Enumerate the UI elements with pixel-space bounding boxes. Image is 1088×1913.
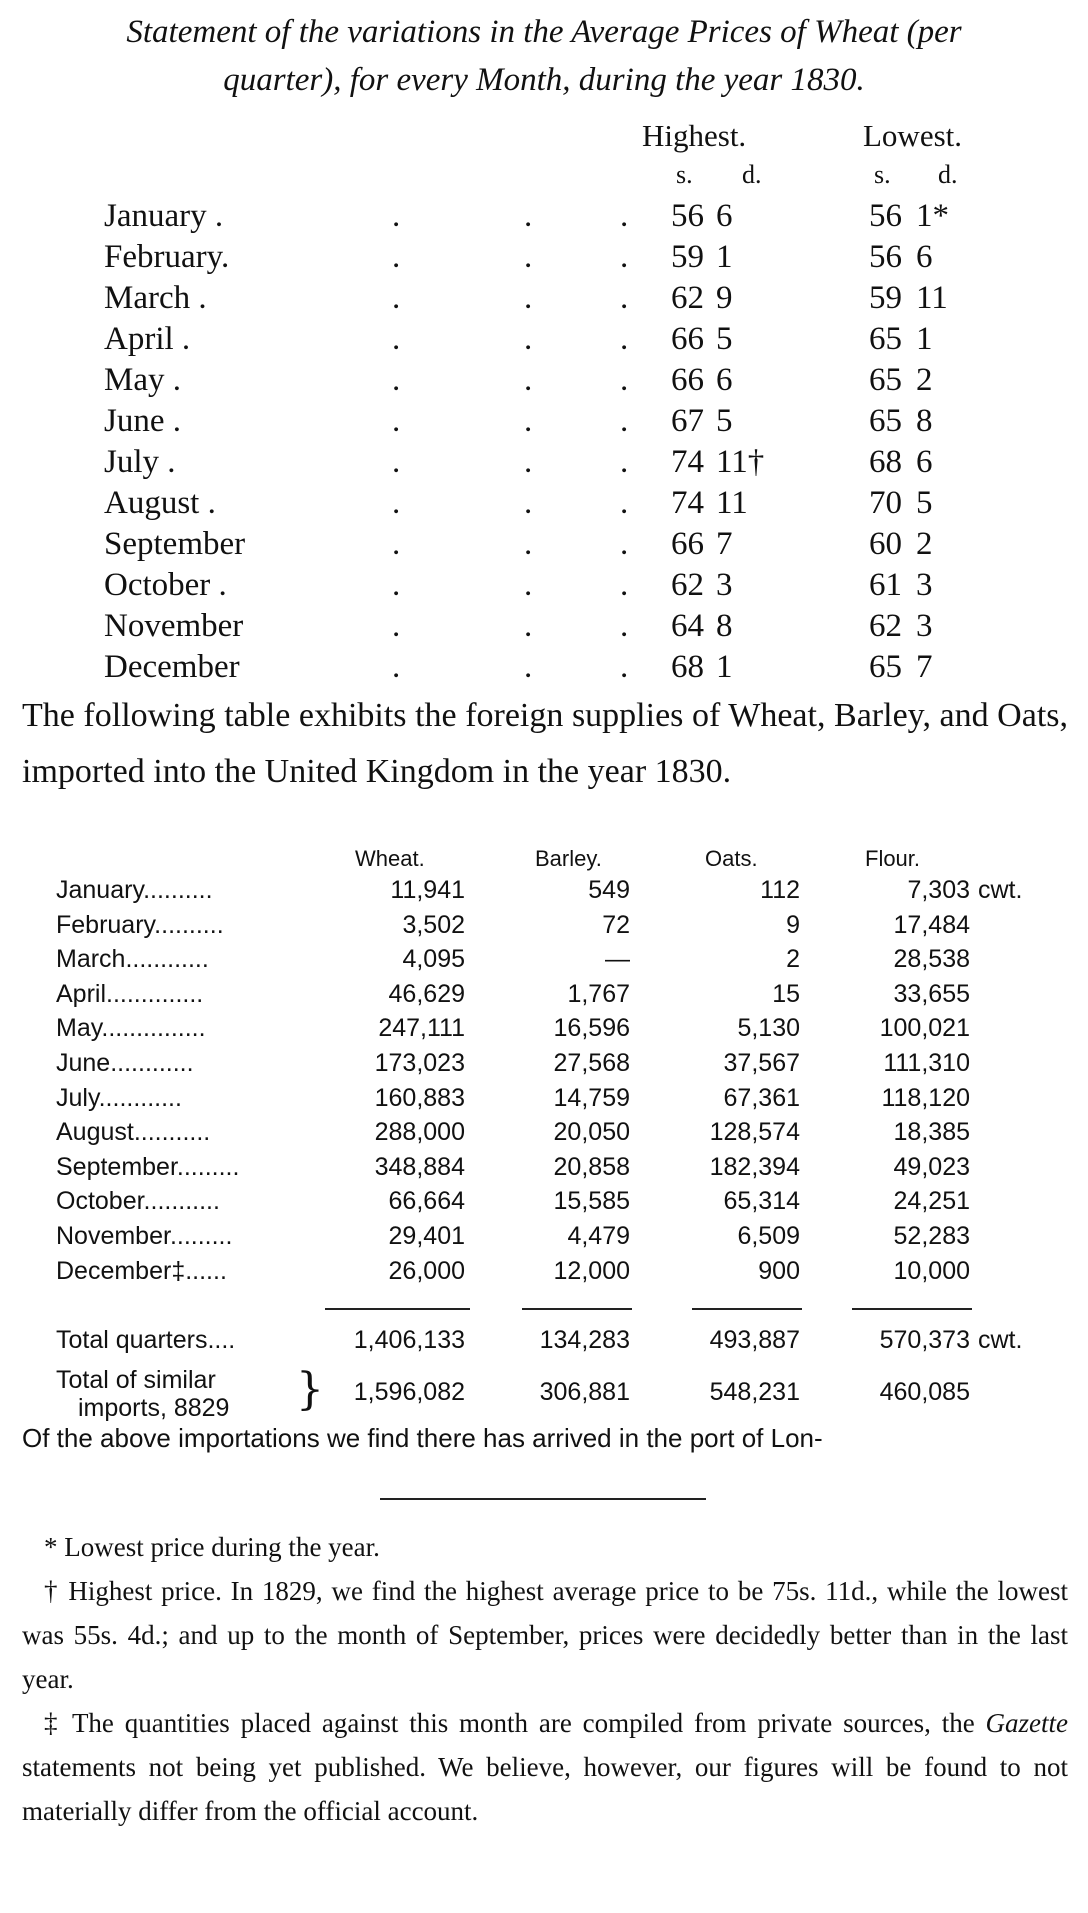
header-lowest: Lowest. bbox=[863, 118, 963, 153]
low-pence: 6 bbox=[916, 239, 933, 275]
leader-dot: . bbox=[620, 239, 629, 275]
price-month: November bbox=[104, 608, 244, 644]
flour-value: 118,120 bbox=[881, 1083, 970, 1112]
import-row bbox=[0, 1014, 1088, 1048]
wheat-value: 46,629 bbox=[388, 979, 465, 1008]
leader-dot: . bbox=[524, 567, 533, 603]
wheat-value: 26,000 bbox=[388, 1256, 465, 1285]
row-label: January.......... bbox=[56, 876, 213, 904]
price-row bbox=[0, 485, 1088, 525]
footnote-1: * Lowest price during the year. bbox=[44, 1532, 380, 1562]
footnotes bbox=[22, 1525, 1068, 1833]
row-label: November......... bbox=[56, 1222, 233, 1250]
high-shillings: 62 bbox=[671, 567, 704, 603]
low-shillings: 70 bbox=[869, 485, 902, 521]
barley-value: 306,881 bbox=[539, 1378, 630, 1406]
import-row bbox=[0, 911, 1088, 945]
high-shillings: 59 bbox=[671, 239, 704, 275]
title-line-2: quarter), for every Month, during the year 1830. bbox=[223, 62, 865, 98]
flour-value: 10,000 bbox=[893, 1256, 970, 1285]
unit-low-s: s. bbox=[874, 160, 891, 189]
leader-dot: . bbox=[524, 444, 533, 480]
barley-value: 4,479 bbox=[567, 1222, 630, 1250]
high-pence: 6 bbox=[716, 362, 733, 398]
low-pence: 7 bbox=[916, 649, 933, 685]
leader-dot: . bbox=[524, 485, 533, 521]
high-shillings: 66 bbox=[671, 362, 704, 398]
high-shillings: 62 bbox=[671, 280, 704, 316]
price-month: September bbox=[104, 526, 246, 562]
low-shillings: 65 bbox=[869, 321, 902, 357]
row-label: July............ bbox=[56, 1083, 182, 1112]
leader-dot: . bbox=[392, 444, 401, 480]
high-shillings: 56 bbox=[671, 198, 704, 234]
similar-imports-row bbox=[0, 1364, 1088, 1422]
high-pence: 9 bbox=[716, 280, 733, 316]
leader-dot: . bbox=[524, 649, 533, 685]
leader-dot: . bbox=[392, 239, 401, 275]
price-month: June . bbox=[104, 403, 181, 439]
unit-low-d: d. bbox=[938, 160, 958, 189]
low-shillings: 61 bbox=[869, 567, 902, 603]
low-shillings: 56 bbox=[869, 198, 902, 234]
price-row bbox=[0, 649, 1088, 689]
leader-dot: . bbox=[620, 403, 629, 439]
barley-value: 16,596 bbox=[553, 1014, 630, 1043]
barley-value: — bbox=[605, 945, 630, 974]
low-pence: 3 bbox=[916, 608, 933, 644]
leader-dot: . bbox=[392, 280, 401, 316]
leader-dot: . bbox=[392, 649, 401, 685]
oats-value: 9 bbox=[786, 910, 800, 939]
low-pence: 2 bbox=[916, 526, 933, 562]
continuation-text: Of the above importations we find there has arrived in the port of Lon- bbox=[22, 1423, 823, 1453]
price-month: April . bbox=[104, 321, 191, 357]
oats-value: 182,394 bbox=[709, 1152, 800, 1181]
low-shillings: 65 bbox=[869, 403, 902, 439]
flour-value: 17,484 bbox=[893, 910, 970, 939]
import-row bbox=[0, 1153, 1088, 1187]
brace: } bbox=[296, 1364, 324, 1415]
leader-dot: . bbox=[524, 608, 533, 644]
barley-value: 14,759 bbox=[553, 1083, 630, 1112]
oats-value: 112 bbox=[760, 876, 800, 904]
unit-label: cwt. bbox=[978, 876, 1023, 904]
leader-dot: . bbox=[620, 526, 629, 562]
price-month: February. bbox=[104, 239, 230, 275]
wheat-value: 4,095 bbox=[402, 945, 465, 974]
flour-value: 49,023 bbox=[893, 1152, 970, 1181]
low-shillings: 68 bbox=[869, 444, 902, 480]
oats-value: 15 bbox=[772, 979, 800, 1008]
leader-dot: . bbox=[392, 362, 401, 398]
price-row bbox=[0, 198, 1088, 238]
col-header-flour: Flour. bbox=[865, 846, 921, 871]
wheat-value: 1,406,133 bbox=[353, 1326, 465, 1354]
leader-dot: . bbox=[620, 280, 629, 316]
row-label: February.......... bbox=[56, 910, 224, 939]
high-shillings: 68 bbox=[671, 649, 704, 685]
barley-value: 1,767 bbox=[567, 979, 630, 1008]
row-label: October........... bbox=[56, 1187, 220, 1216]
total-rule bbox=[522, 1308, 632, 1310]
import-row bbox=[0, 1187, 1088, 1221]
total-row bbox=[0, 1326, 1088, 1360]
price-row bbox=[0, 444, 1088, 484]
oats-value: 6,509 bbox=[737, 1222, 800, 1250]
leader-dot: . bbox=[392, 321, 401, 357]
low-pence: 2 bbox=[916, 362, 933, 398]
high-pence: 5 bbox=[716, 321, 733, 357]
low-shillings: 65 bbox=[869, 649, 902, 685]
high-pence: 8 bbox=[716, 608, 733, 644]
price-month: July . bbox=[104, 444, 176, 480]
low-pence: 1* bbox=[916, 198, 949, 234]
leader-dot: . bbox=[392, 608, 401, 644]
leader-dot: . bbox=[524, 239, 533, 275]
row-label: June............ bbox=[56, 1049, 194, 1077]
import-row bbox=[0, 876, 1088, 910]
footnote-3-gazette: Gazette bbox=[985, 1708, 1068, 1738]
high-pence: 11 bbox=[716, 485, 748, 521]
col-header-wheat: Wheat. bbox=[355, 846, 425, 871]
barley-value: 20,858 bbox=[553, 1152, 630, 1181]
barley-value: 72 bbox=[602, 910, 630, 939]
leader-dot: . bbox=[392, 403, 401, 439]
barley-value: 15,585 bbox=[553, 1187, 630, 1216]
row-label: March............ bbox=[56, 945, 209, 974]
high-pence: 1 bbox=[716, 239, 733, 275]
high-shillings: 66 bbox=[671, 321, 704, 357]
intro-paragraph: The following table exhibits the foreign supplies of Wheat, Barley, and Oats, imported into the United Kingdom in the year 1830. bbox=[22, 697, 1068, 790]
row-label: Total quarters.... bbox=[56, 1326, 236, 1354]
total-rule bbox=[325, 1308, 470, 1310]
import-row bbox=[0, 945, 1088, 979]
import-row bbox=[0, 980, 1088, 1014]
price-month: October . bbox=[104, 567, 227, 603]
price-month: December bbox=[104, 649, 240, 685]
leader-dot: . bbox=[524, 198, 533, 234]
oats-value: 5,130 bbox=[737, 1014, 800, 1043]
high-pence: 5 bbox=[716, 403, 733, 439]
wheat-value: 160,883 bbox=[374, 1083, 465, 1112]
barley-value: 549 bbox=[588, 876, 630, 904]
barley-value: 134,283 bbox=[539, 1326, 630, 1354]
total-rule bbox=[692, 1308, 802, 1310]
leader-dot: . bbox=[620, 649, 629, 685]
high-shillings: 64 bbox=[671, 608, 704, 644]
price-month: March . bbox=[104, 280, 207, 316]
high-pence: 6 bbox=[716, 198, 733, 234]
flour-value: 570,373 bbox=[879, 1326, 970, 1354]
price-row bbox=[0, 280, 1088, 320]
low-shillings: 65 bbox=[869, 362, 902, 398]
low-pence: 8 bbox=[916, 403, 933, 439]
footnote-separator bbox=[380, 1498, 706, 1500]
price-row bbox=[0, 239, 1088, 279]
flour-value: 7,303 bbox=[907, 876, 970, 904]
low-pence: 11 bbox=[916, 280, 948, 316]
wheat-value: 173,023 bbox=[374, 1049, 465, 1077]
price-row bbox=[0, 567, 1088, 607]
flour-value: 18,385 bbox=[893, 1118, 970, 1147]
low-shillings: 56 bbox=[869, 239, 902, 275]
low-pence: 1 bbox=[916, 321, 933, 357]
leader-dot: . bbox=[524, 280, 533, 316]
wheat-value: 66,664 bbox=[388, 1187, 465, 1216]
import-row bbox=[0, 1257, 1088, 1291]
high-shillings: 67 bbox=[671, 403, 704, 439]
flour-value: 24,251 bbox=[893, 1187, 970, 1216]
wheat-value: 11,941 bbox=[390, 876, 465, 904]
flour-value: 100,021 bbox=[879, 1014, 970, 1043]
high-shillings: 74 bbox=[671, 444, 704, 480]
row-label: April.............. bbox=[56, 979, 204, 1008]
leader-dot: . bbox=[392, 198, 401, 234]
flour-value: 52,283 bbox=[893, 1222, 970, 1250]
leader-dot: . bbox=[620, 198, 629, 234]
unit-high-d: d. bbox=[742, 160, 762, 189]
leader-dot: . bbox=[392, 485, 401, 521]
col-header-oats: Oats. bbox=[705, 846, 758, 871]
oats-value: 900 bbox=[758, 1256, 800, 1285]
oats-value: 65,314 bbox=[723, 1187, 800, 1216]
oats-value: 493,887 bbox=[709, 1326, 800, 1354]
price-month: January . bbox=[104, 198, 224, 234]
barley-value: 27,568 bbox=[553, 1049, 630, 1077]
import-row bbox=[0, 1084, 1088, 1118]
oats-value: 2 bbox=[786, 945, 800, 974]
high-pence: 1 bbox=[716, 649, 733, 685]
row-label: May............... bbox=[56, 1014, 206, 1043]
flour-value: 460,085 bbox=[879, 1378, 970, 1406]
leader-dot: . bbox=[620, 321, 629, 357]
leader-dot: . bbox=[524, 403, 533, 439]
leader-dot: . bbox=[392, 567, 401, 603]
low-shillings: 60 bbox=[869, 526, 902, 562]
price-row bbox=[0, 403, 1088, 443]
footnote-3-text-b: statements not being yet published. We believe, however, our figures will be found to not materially differ from the official account. bbox=[22, 1752, 1068, 1826]
import-row bbox=[0, 1049, 1088, 1083]
barley-value: 20,050 bbox=[553, 1118, 630, 1147]
unit-label: cwt. bbox=[978, 1326, 1023, 1354]
flour-value: 28,538 bbox=[893, 945, 970, 974]
leader-dot: . bbox=[620, 362, 629, 398]
flour-value: 111,310 bbox=[883, 1049, 970, 1077]
unit-high-s: s. bbox=[676, 160, 693, 189]
high-shillings: 66 bbox=[671, 526, 704, 562]
high-pence: 3 bbox=[716, 567, 733, 603]
low-pence: 3 bbox=[916, 567, 933, 603]
leader-dot: . bbox=[620, 485, 629, 521]
leader-dot: . bbox=[620, 608, 629, 644]
leader-dot: . bbox=[620, 444, 629, 480]
row-label: August........... bbox=[56, 1118, 211, 1147]
low-shillings: 59 bbox=[869, 280, 902, 316]
wheat-value: 247,111 bbox=[378, 1014, 465, 1043]
leader-dot: . bbox=[620, 567, 629, 603]
high-pence: 11† bbox=[716, 444, 765, 480]
flour-value: 33,655 bbox=[893, 979, 970, 1008]
low-shillings: 62 bbox=[869, 608, 902, 644]
leader-dot: . bbox=[392, 526, 401, 562]
high-pence: 7 bbox=[716, 526, 733, 562]
import-row bbox=[0, 1222, 1088, 1256]
leader-dot: . bbox=[524, 362, 533, 398]
similar-label-line-1: Total of similar bbox=[56, 1366, 216, 1394]
total-rule bbox=[852, 1308, 972, 1310]
price-row bbox=[0, 362, 1088, 402]
footnote-3-text-a: ‡ The quantities placed against this month are compiled from private sources, the bbox=[44, 1708, 986, 1738]
low-pence: 6 bbox=[916, 444, 933, 480]
import-row bbox=[0, 1118, 1088, 1152]
wheat-value: 29,401 bbox=[388, 1222, 465, 1250]
price-row bbox=[0, 321, 1088, 361]
wheat-value: 288,000 bbox=[374, 1118, 465, 1147]
barley-value: 12,000 bbox=[553, 1256, 630, 1285]
wheat-value: 348,884 bbox=[374, 1152, 465, 1181]
leader-dot: . bbox=[524, 321, 533, 357]
leader-dot: . bbox=[524, 526, 533, 562]
footnote-3 bbox=[22, 1701, 1068, 1833]
row-label: December‡...... bbox=[56, 1256, 227, 1285]
row-label: September......... bbox=[56, 1152, 240, 1181]
wheat-value: 3,502 bbox=[402, 910, 465, 939]
price-row bbox=[0, 526, 1088, 566]
price-row bbox=[0, 608, 1088, 648]
document-title bbox=[12, 8, 1076, 104]
oats-value: 128,574 bbox=[709, 1118, 800, 1147]
similar-label-line-2: imports, 8829 bbox=[78, 1394, 230, 1422]
title-line-1: Statement of the variations in the Average Prices of Wheat (per bbox=[126, 14, 962, 50]
oats-value: 37,567 bbox=[723, 1049, 800, 1077]
oats-value: 67,361 bbox=[723, 1083, 800, 1112]
price-month: May . bbox=[104, 362, 181, 398]
high-shillings: 74 bbox=[671, 485, 704, 521]
price-month: August . bbox=[104, 485, 216, 521]
oats-value: 548,231 bbox=[709, 1378, 800, 1406]
low-pence: 5 bbox=[916, 485, 933, 521]
header-highest: Highest. bbox=[642, 118, 747, 153]
wheat-value: 1,596,082 bbox=[353, 1378, 465, 1406]
col-header-barley: Barley. bbox=[535, 846, 602, 871]
footnote-2: † Highest price. In 1829, we find the highest average price to be 75s. 11d., while the lowest was 55s. 4d.; and up to the month of September, prices were decidedly better than in the last year. bbox=[22, 1576, 1068, 1694]
